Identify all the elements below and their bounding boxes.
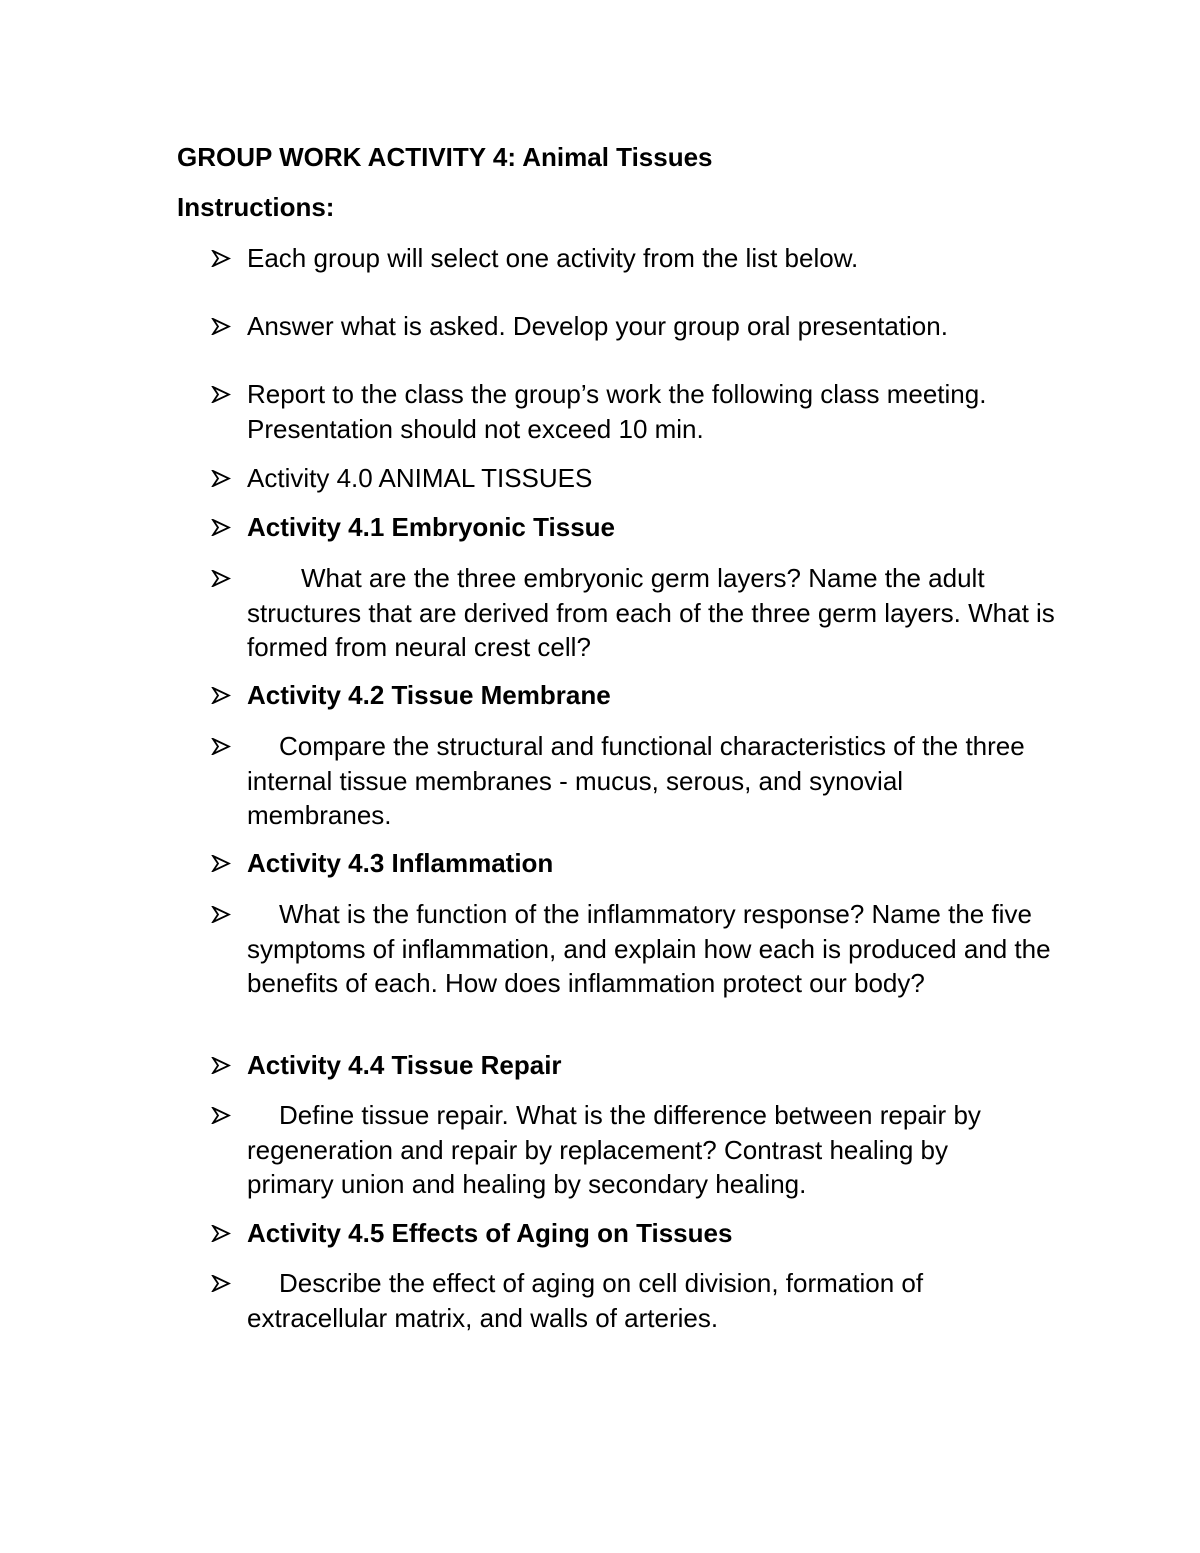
activity-heading: Activity 4.3 Inflammation — [247, 848, 554, 878]
arrow-bullet-icon — [211, 729, 235, 763]
list-item — [211, 561, 1061, 665]
list-item-text: Compare the structural and functional characteristics of the three internal tissue membranes - mucus, serous, and synovial membranes. — [247, 731, 1025, 830]
activity-heading: Activity 4.5 Effects of Aging on Tissues — [247, 1218, 733, 1248]
activity-heading: Activity 4.4 Tissue Repair — [247, 1050, 562, 1080]
arrow-bullet-icon — [211, 678, 235, 712]
list-item — [211, 309, 1061, 344]
list-item-text: Define tissue repair. What is the difference between repair by regeneration and repair by replacement? Contrast healing by primary union and healing by secondary healing. — [247, 1100, 981, 1199]
list-item — [211, 377, 1061, 446]
list-item — [211, 1098, 1061, 1202]
arrow-bullet-icon — [211, 241, 235, 275]
arrow-bullet-icon — [211, 461, 235, 495]
list-item-text: What are the three embryonic germ layers? Name the adult structures that are derived from each of the three germ layers. What is formed from neural crest cell? — [247, 563, 1055, 662]
arrow-bullet-icon — [211, 846, 235, 880]
arrow-bullet-icon — [211, 1216, 235, 1250]
list-item-text: Report to the class the group’s work the following class meeting. Presentation should not exceed 10 min. — [247, 379, 987, 444]
arrow-bullet-icon — [211, 561, 235, 595]
list-item-text: Describe the effect of aging on cell division, formation of extracellular matrix, and walls of arteries. — [247, 1268, 924, 1333]
list-item — [211, 1048, 1061, 1083]
list-item-text: Each group will select one activity from the list below. — [247, 243, 859, 273]
list-item — [211, 897, 1061, 1001]
arrow-bullet-icon — [211, 1266, 235, 1300]
arrow-bullet-icon — [211, 897, 235, 931]
list-item — [211, 241, 1061, 276]
activity-heading: Activity 4.2 Tissue Membrane — [247, 680, 611, 710]
arrow-bullet-icon — [211, 1098, 235, 1132]
list-item — [211, 510, 1061, 545]
list-item — [211, 729, 1061, 833]
list-item — [211, 846, 1061, 881]
list-item-text: Answer what is asked. Develop your group oral presentation. — [247, 311, 948, 341]
arrow-bullet-icon — [211, 377, 235, 411]
list-item-text: What is the function of the inflammatory response? Name the five symptoms of inflammation, and explain how each is produced and the benefits of each. How does inflammation protect our body? — [247, 899, 1051, 998]
activity-heading: Activity 4.1 Embryonic Tissue — [247, 512, 615, 542]
arrow-bullet-icon — [211, 309, 235, 343]
arrow-bullet-icon — [211, 1048, 235, 1082]
document-title: GROUP WORK ACTIVITY 4: Animal Tissues — [177, 142, 713, 172]
instructions-heading: Instructions: — [177, 192, 335, 222]
list-item — [211, 461, 1061, 496]
list-item — [211, 1266, 1061, 1335]
arrow-bullet-icon — [211, 510, 235, 544]
list-item-text: Activity 4.0 ANIMAL TISSUES — [247, 463, 593, 493]
list-item — [211, 1216, 1061, 1251]
list-item — [211, 678, 1061, 713]
